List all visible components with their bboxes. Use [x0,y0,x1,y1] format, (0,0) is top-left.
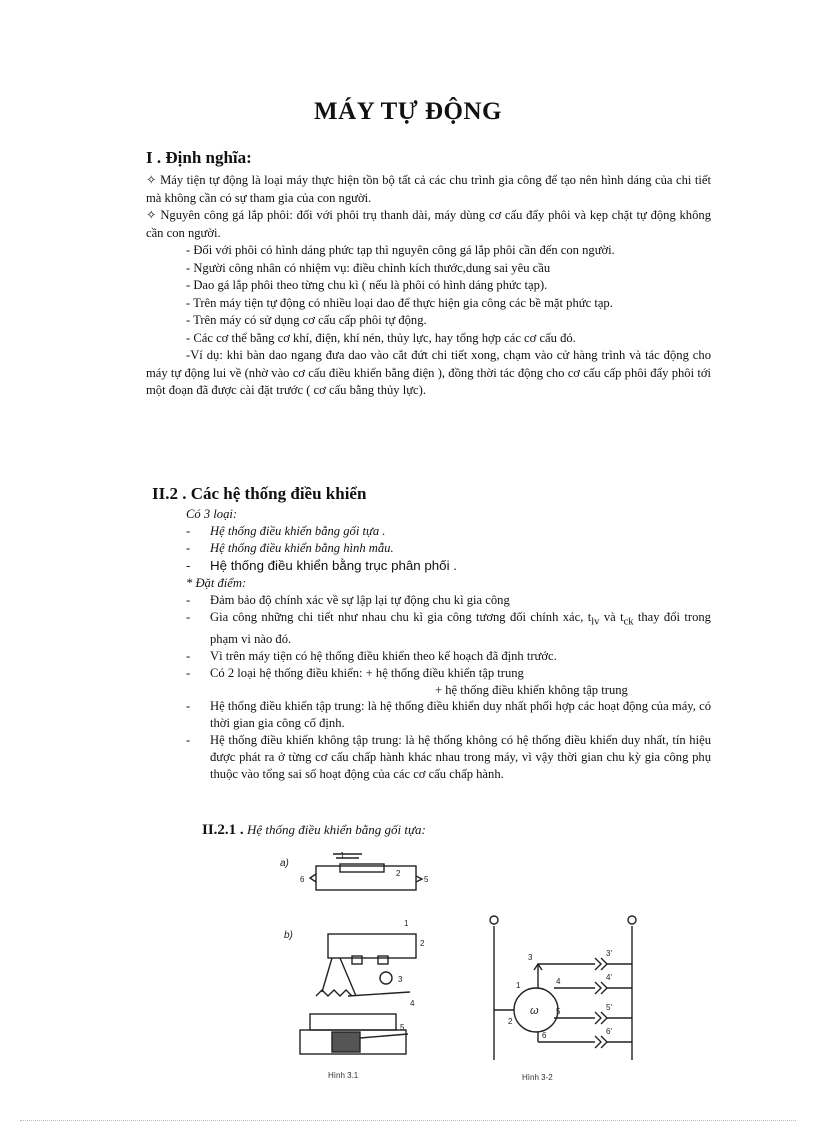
svg-text:1: 1 [340,851,345,860]
svg-text:3: 3 [398,975,403,984]
paragraph: - Trên máy tiện tự động có nhiều loại dao để thực hiện gia công các bề mặt phức tạp. [186,295,613,310]
svg-text:5: 5 [400,1023,405,1032]
section-2-1-heading: II.2.1 . Hệ thống điều khiển bằng gối tựa: [202,822,426,838]
svg-text:5': 5' [606,1003,612,1012]
svg-text:5: 5 [424,875,429,884]
svg-text:5: 5 [556,1007,561,1016]
svg-text:1: 1 [516,981,521,990]
section-2-body [186,506,711,782]
diamond-bullet-icon: ✧ [146,208,157,222]
list-item: - Hệ thống điều khiển bằng trục phân phối . [186,558,457,574]
list-item: - Hệ thống điều khiển tập trung: là hệ thống điều khiển duy nhất phối hợp các hoạt động của máy, có thời gian gia công cố định. [186,699,711,731]
svg-text:2: 2 [508,1017,513,1026]
svg-text:3: 3 [528,953,533,962]
paragraph: - Người công nhân có nhiệm vụ: điều chỉnh kích thước,dung sai yêu cầu [186,260,551,275]
section-1-heading: I . Định nghĩa: [146,148,252,167]
svg-text:1: 1 [404,919,409,928]
features-label: * Đặt điểm: [186,576,247,591]
paragraph: - Đối với phôi có hình dáng phức tạp thì nguyên công gá lắp phôi cần đến con người. [186,243,615,257]
figures [270,846,670,1092]
svg-text:4: 4 [556,977,561,986]
figure-caption-3-1: Hình 3.1 [328,1071,359,1080]
svg-text:6: 6 [542,1031,547,1040]
figure-label-a: a) [280,858,289,869]
page-title: MÁY TỰ ĐỘNG [314,98,502,125]
list-item: - Gia công những chi tiết như nhau chu kì gia công tương đối chính xác, $t_{lv}$ và $t_{ck}$ thay đổi trong phạm vi nào đó. [186,609,711,647]
types-intro: Có 3 loại: [186,507,238,521]
paragraph: - Các cơ thể bằng cơ khí, điện, khí nén, thủy lực, hay tổng hợp các cơ cấu đó. [186,330,576,345]
svg-text:4: 4 [410,999,415,1008]
svg-text:2: 2 [420,939,425,948]
svg-text:6: 6 [300,875,305,884]
omega-symbol: ω [530,1005,539,1017]
list-item: - Có 2 loại hệ thống điều khiển: + hệ thống điều khiển tập trung + hệ thống điều khiển không tập trung [186,665,628,697]
svg-text:2: 2 [396,869,401,878]
list-item: - Hệ thống điều khiển không tập trung: là hệ thống không có hệ thống điều khiển duy nhất, tín hiệu được phát ra ở từng cơ cấu chấp hành khác nhau trong máy, vì vậy thời gian chu kỳ gia công phụ thuộc vào tổng sai số hoạt động của các cơ cấu chấp hành. [186,733,711,781]
svg-text:3': 3' [606,949,612,958]
paragraph: ✧ Nguyên công gá lắp phôi: đối với phôi trụ thanh dài, máy dùng cơ cấu đẩy phôi và kẹp chặt tự động không cần con người. [146,208,711,240]
svg-text:6': 6' [606,1027,612,1036]
list-item: - Đảm bảo độ chính xác về sự lập lại tự động chu kì gia công [186,593,510,608]
list-item: - Vì trên máy tiện có hệ thống điều khiển theo kế hoạch đã định trước. [186,649,557,664]
figure-caption-3-2: Hình 3-2 [522,1073,553,1082]
paragraph: -Ví dụ: khi bàn dao ngang đưa dao vào cắt đứt chi tiết xong, chạm vào cử hàng trình và tác động cho máy tự động lui về (nhờ vào cơ cấu điều khiển bằng điện ), đồng thời tác động cho cơ cấu cấp phôi đẩy phôi tới một đoạn đã được cài đặt trước ( cơ cấu bằng thủy lực). [146,348,711,397]
paragraph: ✧ Máy tiện tự động là loại máy thực hiện tồn bộ tất cả các chu trình gia công để tạo nên hình dáng của chi tiết mà không cần có sự tham gia của con người. [146,173,711,205]
svg-text:4': 4' [606,973,612,982]
paragraph: - Dao gá lắp phôi theo từng chu kì ( nếu là phôi có hình dáng phức tạp). [186,278,548,292]
section-1-body [146,172,711,400]
list-item: - Hệ thống điều khiển bằng gối tựa . [186,523,386,538]
figure-label-b: b) [284,930,293,941]
page-bottom-border [20,1120,796,1121]
list-item: - Hệ thống điều khiển bằng hình mẫu. [186,540,394,555]
diamond-bullet-icon: ✧ [146,173,157,187]
paragraph: - Trên máy có sử dụng cơ cấu cấp phôi tự động. [186,313,427,327]
section-2-heading: II.2 . Các hệ thống điều khiển [152,484,367,503]
